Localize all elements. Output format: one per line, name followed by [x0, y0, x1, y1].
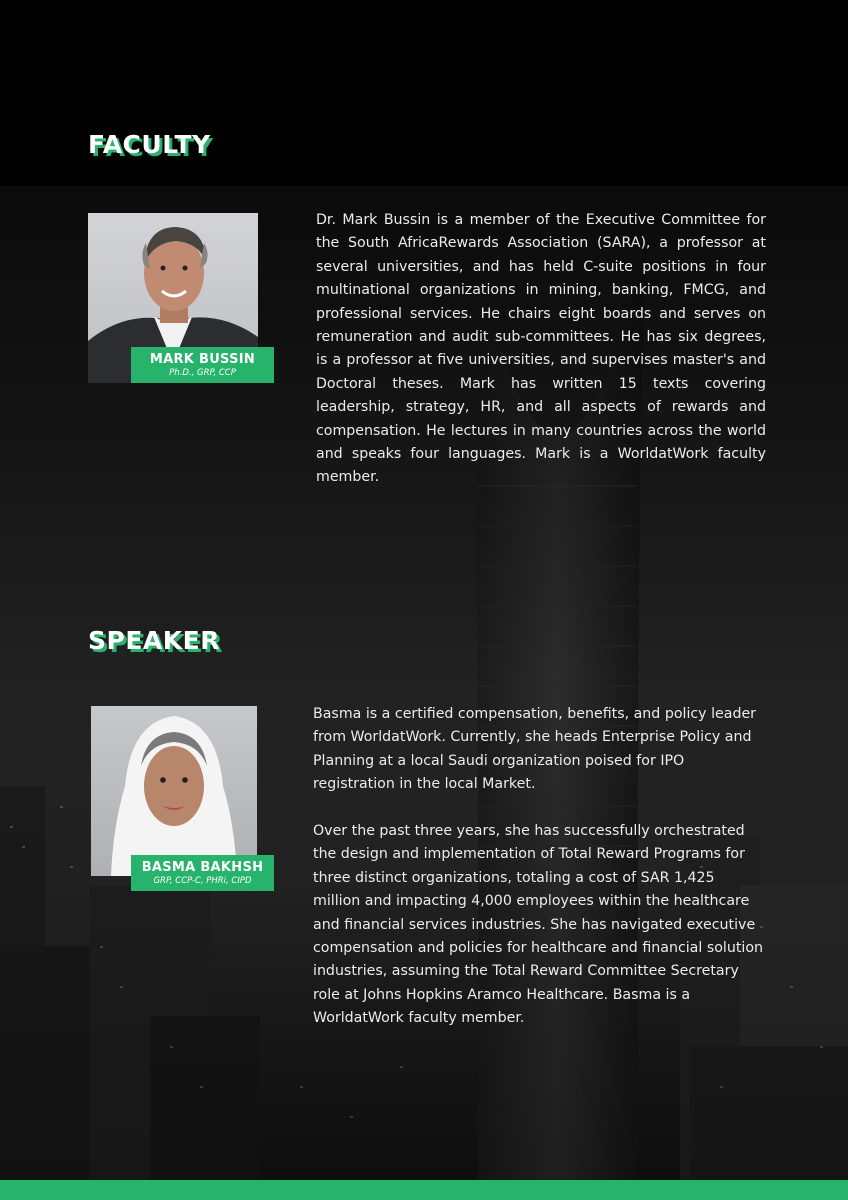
bottom-accent-bar — [0, 1180, 848, 1200]
speaker-bio — [313, 703, 763, 1054]
faculty-credentials: Ph.D., GRP, CCP — [169, 368, 236, 378]
basma-bakhsh-name-badge — [131, 855, 274, 891]
speaker-name: BASMA BAKHSH — [141, 860, 264, 875]
speaker-bio-paragraph: Over the past three years, she has successfully orchestrated the design and implementation of Total Reward Programs for three distinct organizations, totaling a cost of SAR 1,425 million and impacting 4,000 employees within the healthcare and financial services industries. She has navigated executive compensation and policies for healthcare and financial solution industries, assuming the Total Reward Committee Secretary role at Johns Hopkins Aramco Healthcare. Basma is a WorldatWork faculty member. — [313, 823, 764, 1027]
mark-bussin-name-badge — [131, 347, 274, 383]
basma-bakhsh-photo — [91, 706, 257, 876]
speaker-credentials: GRP, CCP-C, PHRi, CIPD — [153, 876, 252, 886]
speaker-section-title: SPEAKER — [88, 626, 220, 655]
speaker-bio-paragraph: Basma is a certified compensation, benefits, and policy leader from WorldatWork. Currently, she heads Enterprise Policy and Planning at a local Saudi organization poised for IPO registration in the local Market. — [313, 706, 757, 793]
faculty-name: MARK BUSSIN — [149, 352, 256, 367]
faculty-section-title: FACULTY — [88, 130, 211, 159]
faculty-bio: Dr. Mark Bussin is a member of the Executive Committee for the South AfricaRewards Association (SARA), a professor at several universities, and has held C-suite positions in four multinational organizations in mining, banking, FMCG, and professional services. He chairs eight boards and serves on remuneration and audit sub-committees. He has six degrees, is a professor at five universities, and supervises master's and Doctoral theses. Mark has written 15 texts covering leadership, strategy, HR, and all aspects of rewards and compensation. He lectures in many countries across the world and speaks four languages. Mark is a WorldatWork faculty member. — [316, 212, 766, 486]
